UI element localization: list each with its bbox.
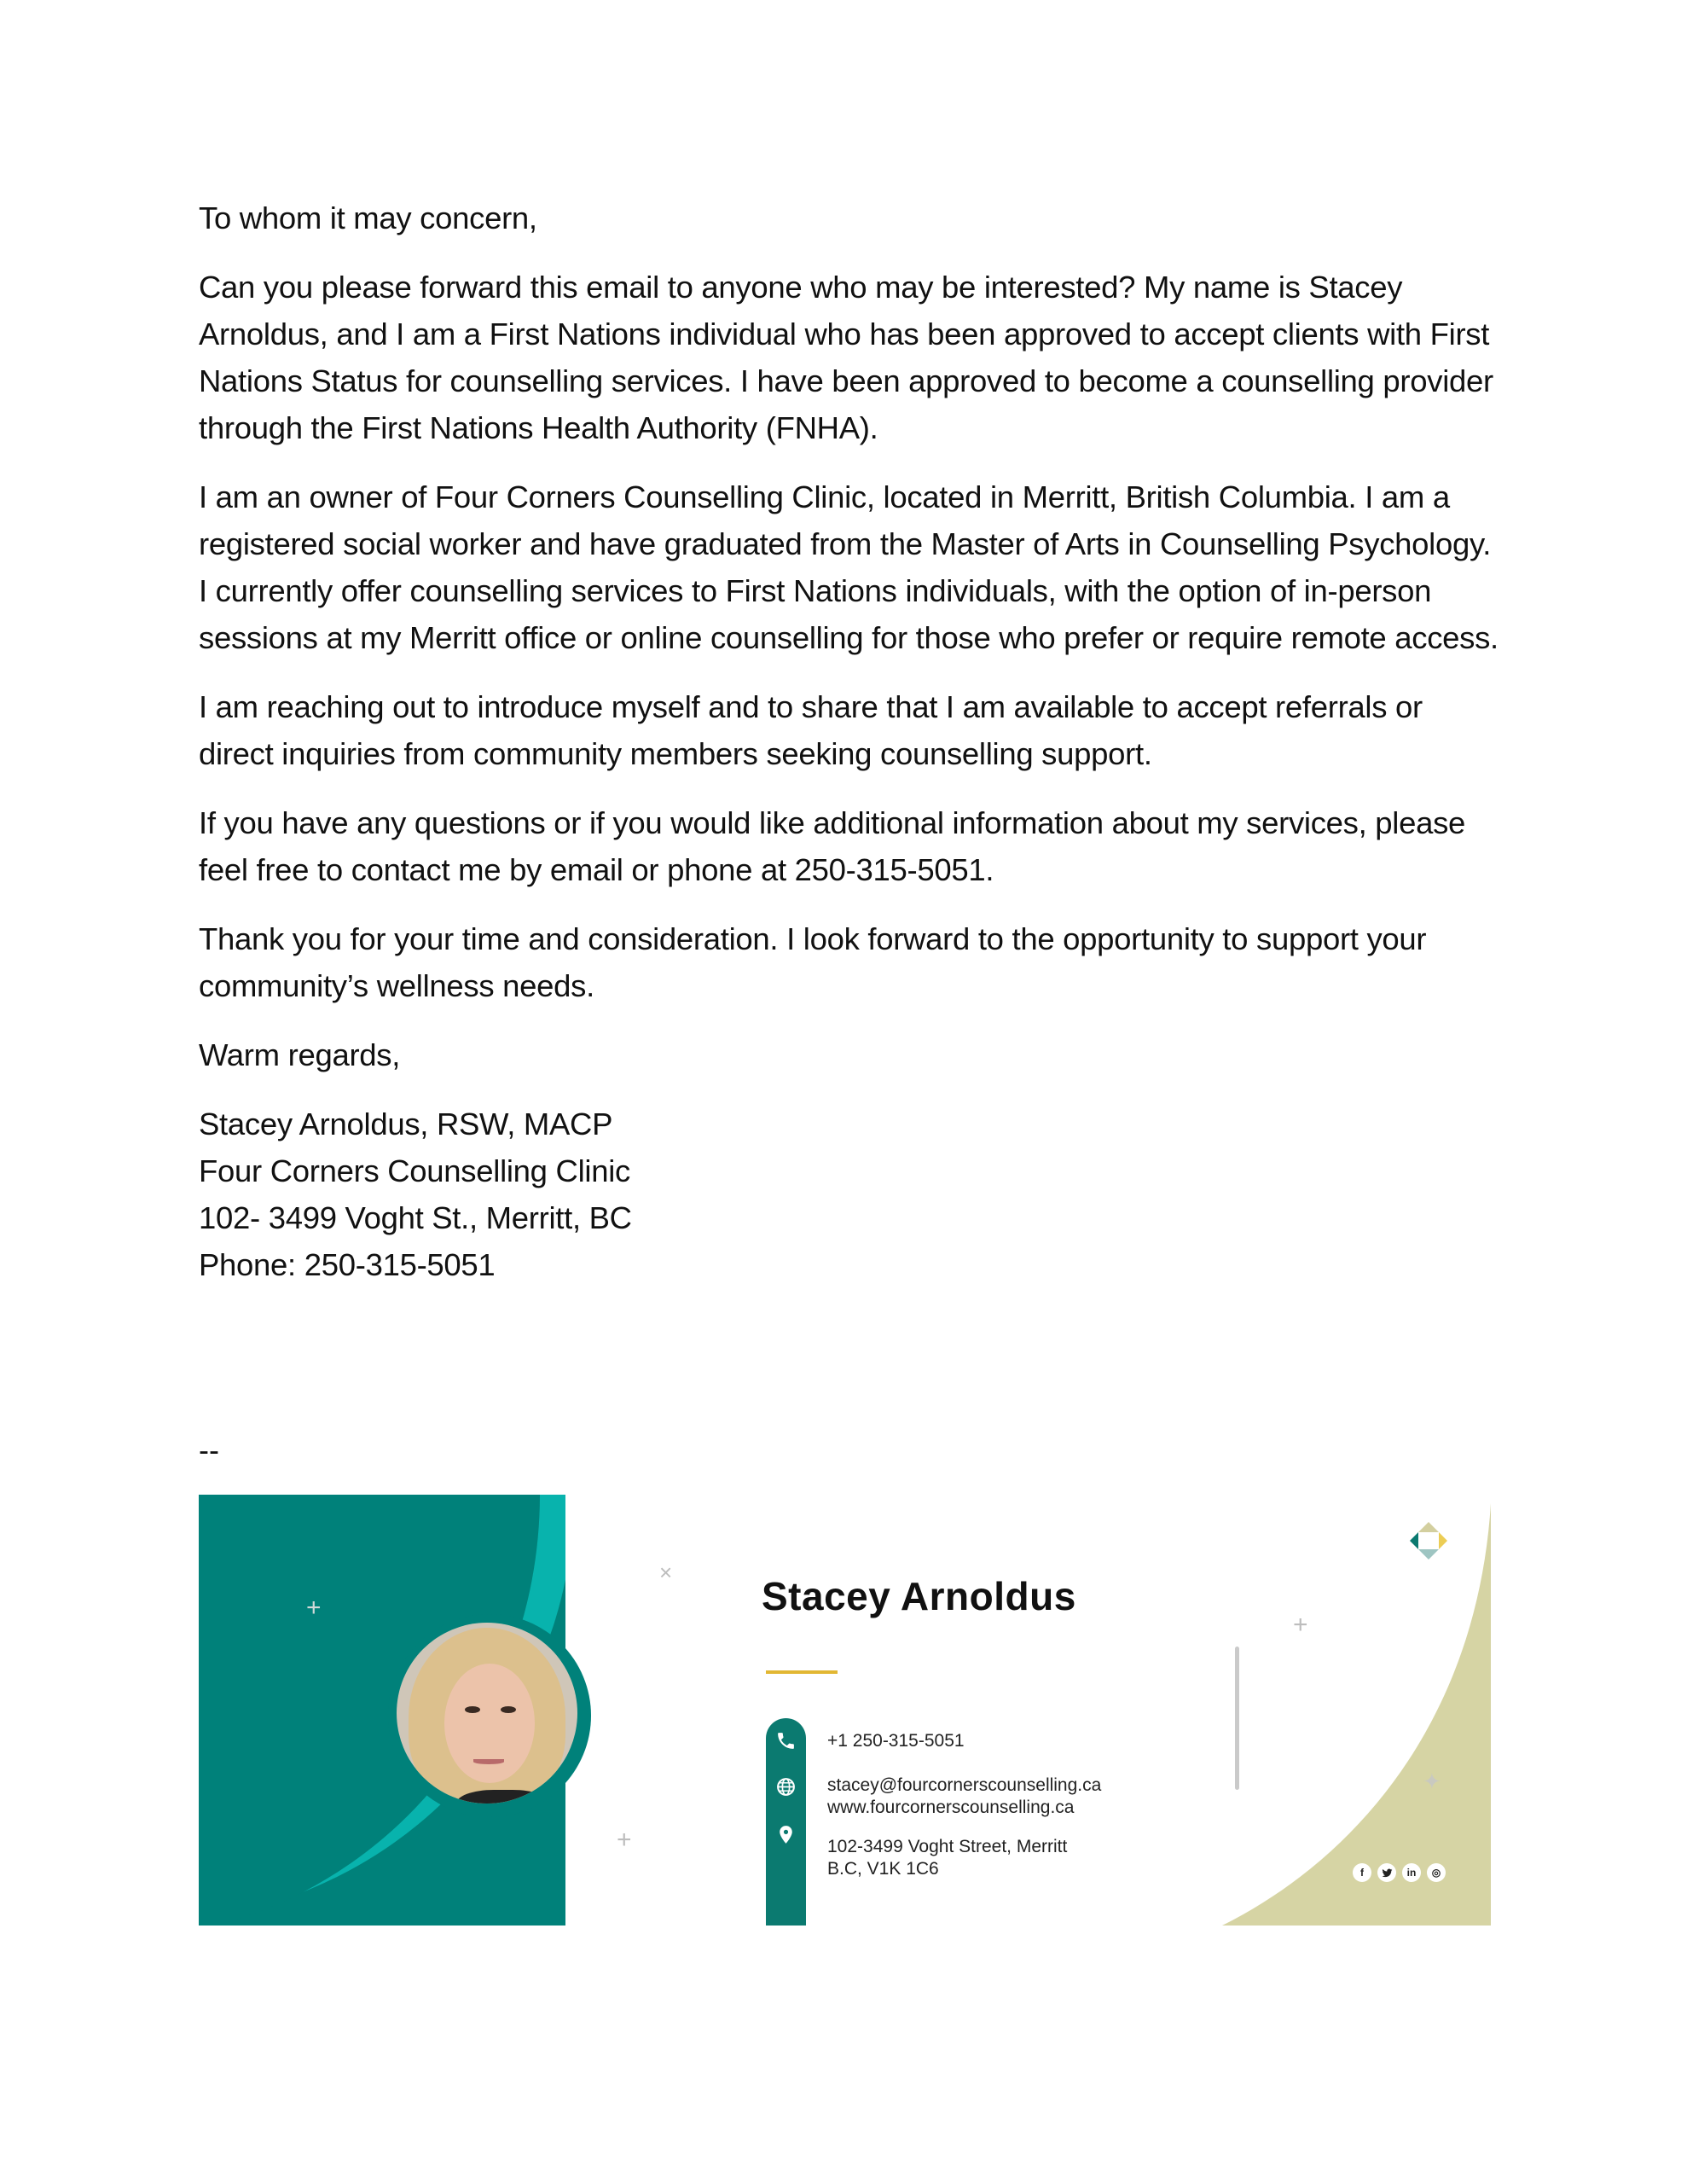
paragraph-about: I am an owner of Four Corners Counselling Clinic, located in Merritt, British Columbia. I am a registered social worker and have graduated from the Master of Arts in Counselling Psychology. I currently offer counselling services to First Nations individuals, with the option of in-person sessions at my Merritt office or online counselling for those who prefer or require remote access.: [199, 479, 1499, 655]
card-email-link[interactable]: stacey@fourcornerscounselling.ca: [827, 1775, 1102, 1795]
svg-text:✦: ✦: [1423, 1769, 1441, 1794]
clinic-logo-icon: [1408, 1520, 1449, 1561]
paragraph-intro: Can you please forward this email to anyone who may be interested? My name is Stacey Arnoldus, and I am a First Nations individual who has been approved to accept clients with First Nations Status for counselling services. I have been approved to become a counselling provider through the First Nations Health Authority (FNHA).: [199, 270, 1493, 445]
phone-icon: [775, 1730, 797, 1751]
linkedin-icon[interactable]: in: [1402, 1863, 1421, 1882]
plus-decoration-icon: +: [617, 1826, 632, 1854]
text-signature: [199, 1101, 1504, 1288]
letter-body: [199, 195, 1504, 1288]
card-name: Stacey Arnoldus: [762, 1574, 1076, 1618]
signature-clinic: Four Corners Counselling Clinic: [199, 1153, 630, 1188]
signature-phone: Phone: 250-315-5051: [199, 1247, 496, 1282]
paragraph-thanks: Thank you for your time and consideration. I look forward to the opportunity to support your community’s wellness needs.: [199, 921, 1427, 1003]
facebook-icon[interactable]: f: [1353, 1863, 1371, 1882]
paragraph-contact: If you have any questions or if you would like additional information about my services, please feel free to contact me by email or phone at 250-315-5051.: [199, 805, 1466, 887]
instagram-icon[interactable]: ◎: [1427, 1863, 1446, 1882]
card-phone[interactable]: +1 250-315-5051: [827, 1731, 965, 1751]
profile-photo-ring: [388, 1614, 591, 1817]
globe-icon: [775, 1776, 797, 1798]
card-website-link[interactable]: www.fourcornerscounselling.ca: [827, 1798, 1075, 1817]
khaki-curve-shape: [1222, 1495, 1491, 1926]
gold-underline: [766, 1670, 838, 1674]
signature-name: Stacey Arnoldus, RSW, MACP: [199, 1107, 613, 1141]
plus-decoration-icon: +: [1293, 1611, 1308, 1639]
greeting: To whom it may concern,: [199, 200, 537, 235]
contact-icon-bar: [766, 1718, 806, 1926]
social-links: [1353, 1863, 1446, 1882]
signature-address: 102- 3499 Voght St., Merritt, BC: [199, 1200, 632, 1235]
card-address-line2: B.C, V1K 1C6: [827, 1859, 939, 1879]
twitter-icon[interactable]: [1377, 1863, 1396, 1882]
profile-photo: [397, 1623, 577, 1804]
paragraph-outreach: I am reaching out to introduce myself and to share that I am available to accept referrals or direct inquiries from community members seeking counselling support.: [199, 689, 1423, 771]
closing: Warm regards,: [199, 1037, 401, 1072]
signature-separator: --: [199, 1432, 219, 1467]
x-decoration-icon: ×: [659, 1560, 673, 1585]
location-pin-icon: [775, 1824, 797, 1845]
card-address-line1: 102-3499 Voght Street, Merritt: [827, 1837, 1068, 1856]
plus-decoration-icon: +: [306, 1594, 322, 1622]
email-signature-card: [199, 1495, 1491, 1926]
